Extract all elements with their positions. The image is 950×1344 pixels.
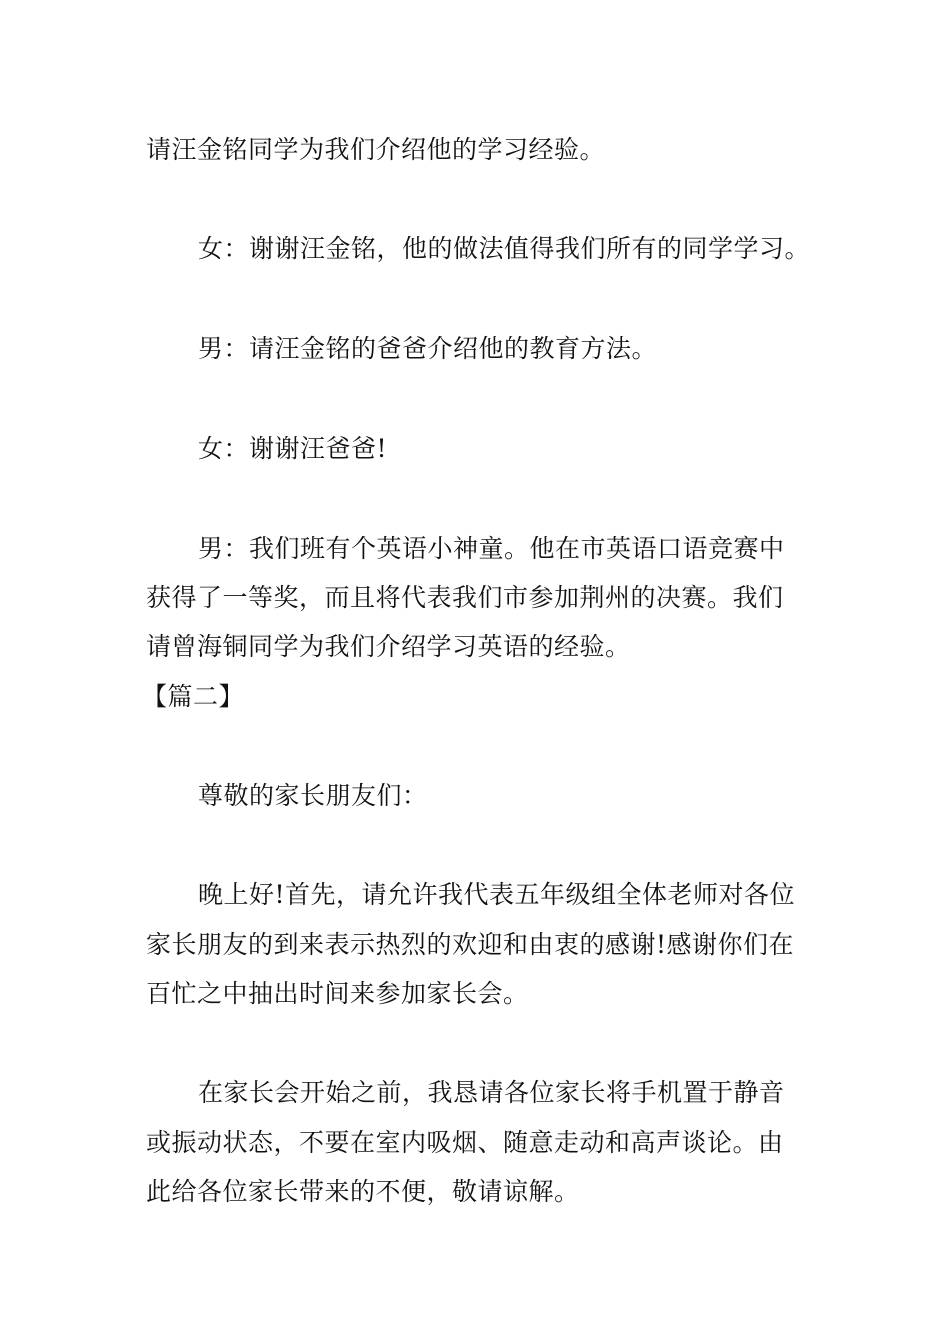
paragraph-line: 在家长会开始之前，我恳请各位家长将手机置于静音 [198,1078,785,1107]
paragraph-line: 请汪金铭同学为我们介绍他的学习经验。 [146,135,606,164]
paragraph-line: 女：谢谢汪爸爸! [198,434,388,463]
paragraph-line: 男：请汪金铭的爸爸介绍他的教育方法。 [198,334,658,363]
paragraph-line: 家长朋友的到来表示热烈的欢迎和由衷的感谢!感谢你们在 [146,930,795,959]
paragraph-line: 女：谢谢汪金铭，他的做法值得我们所有的同学学习。 [198,234,811,263]
paragraph-line: 百忙之中抽出时间来参加家长会。 [146,979,529,1008]
paragraph-line: 此给各位家长带来的不便，敬请谅解。 [146,1177,580,1206]
salutation: 尊敬的家长朋友们： [198,781,428,810]
paragraph-line: 获得了一等奖，而且将代表我们市参加荆州的决赛。我们 [146,583,784,612]
paragraph-line: 晚上好!首先，请允许我代表五年级组全体老师对各位 [198,880,796,909]
paragraph-line: 或振动状态，不要在室内吸烟、随意走动和高声谈论。由 [146,1128,784,1157]
paragraph-line: 男：我们班有个英语小神童。他在市英语口语竞赛中 [198,534,785,563]
paragraph-line: 请曾海铜同学为我们介绍学习英语的经验。 [146,632,631,661]
section-heading: 【篇二】 [142,682,245,711]
